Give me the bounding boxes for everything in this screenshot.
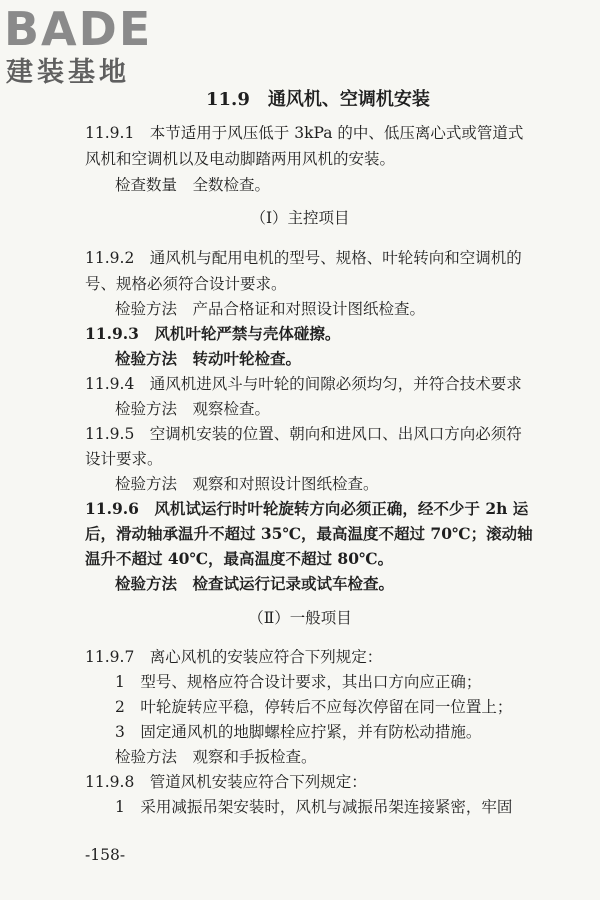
- clause-11-9-6-line-3: 温升不超过 40℃，最高温度不超过 80℃。: [85, 549, 394, 568]
- clause-11-9-7-item-3: 3 固定通风机的地脚螺栓应拧紧，并有防松动措施。: [115, 723, 482, 741]
- clause-11-9-1-line-1: 11.9.1 本节适用于风压低于 3kPa 的中、低压离心式或管道式: [85, 124, 524, 142]
- clause-11-9-4: 11.9.4 通风机进风斗与叶轮的间隙必须均匀，并符合技术要求: [85, 375, 522, 393]
- clause-11-9-2-method: 检验方法 产品合格证和对照设计图纸检查。: [115, 300, 426, 318]
- clause-11-9-5-method: 检验方法 观察和对照设计图纸检查。: [115, 475, 379, 493]
- clause-11-9-8: 11.9.8 管道风机安装应符合下列规定：: [85, 773, 367, 791]
- clause-11-9-7-item-2: 2 叶轮旋转应平稳，停转后不应每次停留在同一位置上；: [115, 698, 513, 716]
- clause-11-9-2-line-2: 号、规格必须符合设计要求。: [85, 275, 287, 293]
- clause-11-9-6-line-2: 后，滑动轴承温升不超过 35℃，最高温度不超过 70℃；滚动轴: [85, 524, 533, 543]
- watermark-subtitle: 建装基地: [6, 57, 130, 88]
- clause-11-9-5-line-1: 11.9.5 空调机安装的位置、朝向和进风口、出风口方向必须符: [85, 425, 522, 443]
- clause-11-9-1-inspection: 检查数量 全数检查。: [115, 176, 271, 194]
- clause-11-9-7-method: 检验方法 观察和手扳检查。: [115, 748, 317, 766]
- clause-11-9-7-item-1: 1 型号、规格应符合设计要求，其出口方向应正确；: [115, 673, 482, 691]
- watermark-brand: BADE: [4, 2, 153, 56]
- watermark-logo: [4, 4, 184, 88]
- clause-11-9-6-method: 检验方法 检查试运行记录或试车检查。: [115, 574, 395, 593]
- clause-11-9-7: 11.9.7 离心风机的安装应符合下列规定：: [85, 648, 383, 666]
- clause-11-9-2-line-1: 11.9.2 通风机与配用电机的型号、规格、叶轮转向和空调机的: [85, 249, 522, 267]
- clause-11-9-4-method: 检验方法 观察检查。: [115, 400, 271, 418]
- heading-general-items: （Ⅱ）一般项目: [248, 609, 352, 627]
- clause-11-9-8-item-1: 1 采用减振吊架安装时，风机与减振吊架连接紧密，牢固: [115, 798, 513, 816]
- clause-11-9-3-method: 检验方法 转动叶轮检查。: [115, 349, 302, 368]
- heading-main-control-items: （Ⅰ）主控项目: [250, 209, 350, 227]
- clause-11-9-5-line-2: 设计要求。: [85, 450, 163, 468]
- clause-11-9-1-line-2: 风机和空调机以及电动脚踏两用风机的安装。: [85, 150, 396, 168]
- section-title: 11.9 通风机、空调机安装: [206, 89, 430, 110]
- page-number: -158-: [85, 846, 126, 864]
- clause-11-9-6-line-1: 11.9.6 风机试运行时叶轮旋转方向必须正确，经不少于 2h 运: [85, 499, 529, 518]
- clause-11-9-3: 11.9.3 风机叶轮严禁与壳体碰擦。: [85, 324, 341, 343]
